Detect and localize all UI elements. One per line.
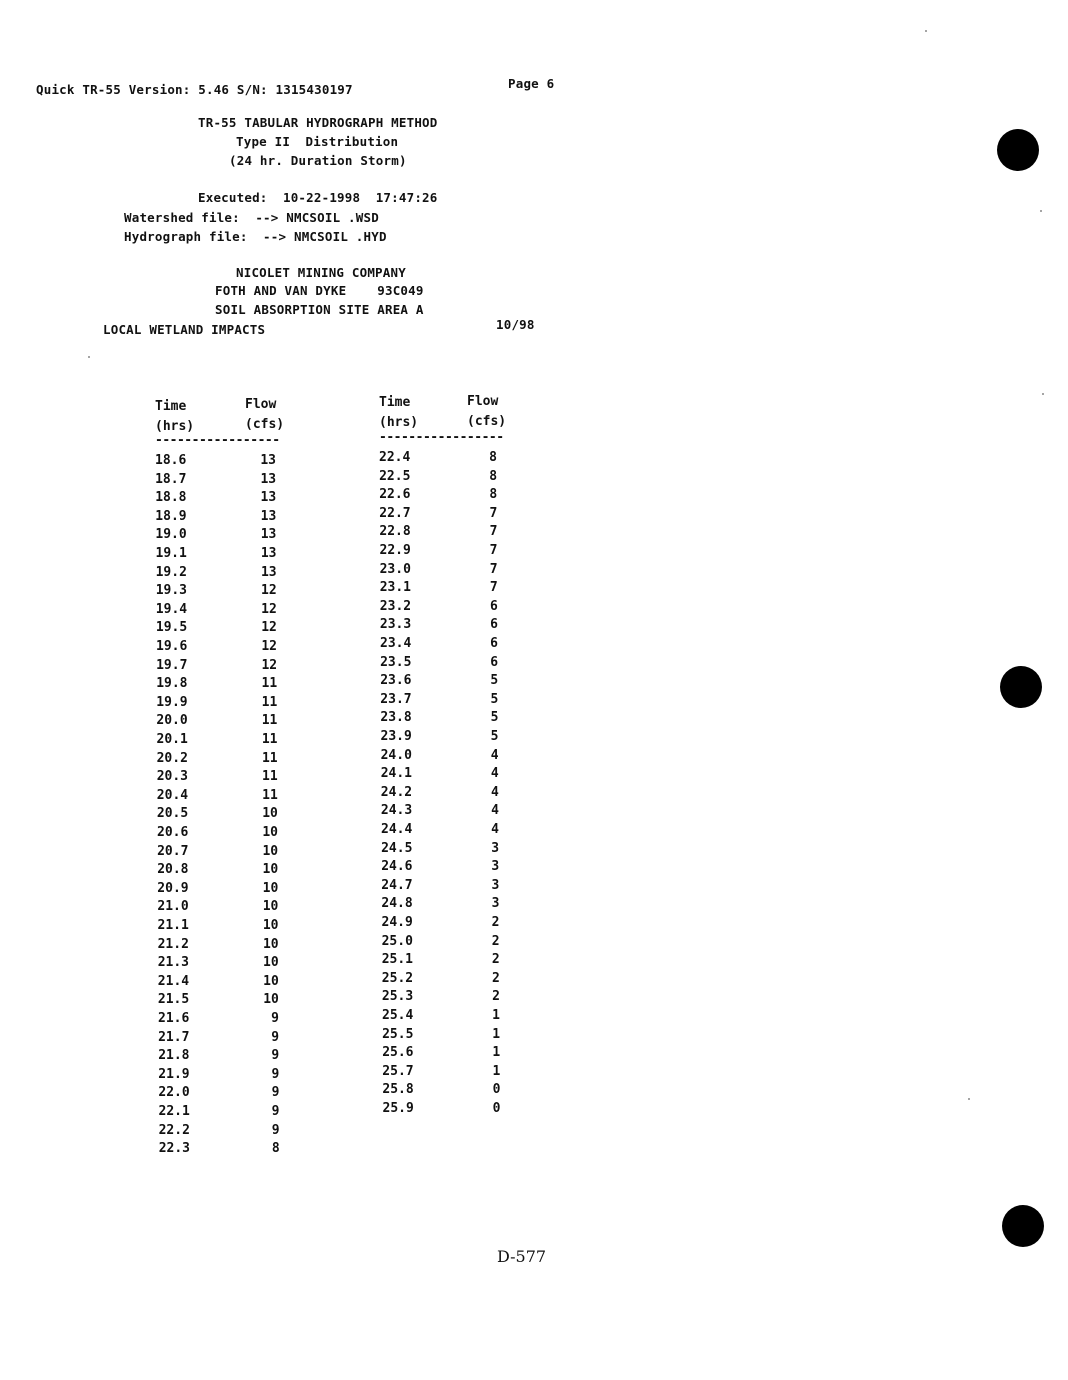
- time-value: 20.0: [156, 713, 188, 729]
- flow-value: 5: [490, 691, 499, 707]
- flow-value: 13: [260, 490, 277, 506]
- watershed-file: Watershed file: --> NMCSOIL .WSD: [124, 210, 379, 225]
- time-value: 25.4: [382, 1008, 414, 1023]
- flow-value: 4: [490, 747, 499, 763]
- left-time-label: Time: [155, 399, 187, 414]
- time-value: 22.6: [379, 487, 411, 503]
- time-value: 19.3: [155, 583, 187, 599]
- flow-value: 4: [491, 822, 499, 837]
- flow-value: 9: [271, 1122, 280, 1138]
- storm-duration: (24 hr. Duration Storm): [229, 153, 407, 168]
- impacts-line: LOCAL WETLAND IMPACTS: [103, 322, 266, 337]
- table-row: [157, 751, 278, 770]
- table-row: [382, 1027, 500, 1046]
- time-value: 23.7: [380, 691, 412, 707]
- table-row: [157, 788, 278, 807]
- flow-value: 10: [262, 862, 279, 878]
- time-value: 23.8: [380, 710, 412, 726]
- left-separator: -----------------: [155, 433, 280, 448]
- document-page-id: D-577: [497, 1247, 547, 1266]
- right-flow-header: [467, 394, 506, 429]
- time-value: 23.9: [380, 729, 412, 744]
- flow-value: 11: [262, 769, 278, 785]
- right-flow-unit: (cfs): [467, 414, 507, 429]
- table-row: [382, 1064, 500, 1083]
- table-row: [382, 1008, 500, 1027]
- table-row: [380, 710, 498, 729]
- table-row: [157, 881, 278, 900]
- table-row: [158, 992, 279, 1011]
- flow-value: 5: [490, 673, 499, 689]
- time-value: 24.1: [380, 766, 412, 782]
- flow-value: 1: [492, 1045, 501, 1061]
- flow-value: 6: [490, 617, 498, 633]
- scan-speck: [925, 30, 927, 32]
- time-value: 22.3: [158, 1141, 190, 1157]
- table-row: [382, 971, 500, 990]
- time-value: 21.9: [158, 1066, 190, 1082]
- time-value: 23.3: [379, 617, 412, 633]
- flow-value: 10: [262, 806, 278, 822]
- flow-value: 0: [492, 1101, 501, 1116]
- table-row: [380, 562, 498, 581]
- right-time-label: Time: [379, 395, 411, 410]
- time-value: 25.7: [382, 1063, 414, 1079]
- table-row: [156, 658, 277, 677]
- time-value: 23.6: [380, 673, 412, 689]
- left-time-unit: (hrs): [155, 419, 195, 434]
- time-value: 19.7: [156, 657, 188, 673]
- time-value: 20.9: [157, 880, 189, 896]
- table-row: [158, 955, 279, 974]
- table-row: [158, 918, 279, 937]
- table-row: [158, 1067, 279, 1086]
- time-value: 18.9: [155, 508, 187, 524]
- table-row: [156, 546, 277, 565]
- table-row: [380, 673, 498, 692]
- table-row: [157, 844, 278, 863]
- flow-value: 10: [262, 899, 279, 915]
- flow-value: 9: [271, 1085, 280, 1101]
- table-row: [381, 878, 499, 897]
- time-value: 25.8: [382, 1082, 414, 1098]
- table-row: [381, 785, 499, 804]
- time-value: 25.3: [381, 989, 414, 1005]
- time-value: 19.6: [156, 639, 188, 654]
- time-value: 24.9: [381, 915, 413, 930]
- flow-value: 13: [260, 546, 277, 561]
- flow-value: 3: [491, 877, 500, 893]
- table-row: [156, 583, 277, 602]
- table-row: [382, 1045, 500, 1064]
- flow-value: 7: [489, 580, 498, 596]
- punch-hole: [997, 129, 1039, 171]
- hydrograph-file: Hydrograph file: --> NMCSOIL .HYD: [124, 229, 387, 244]
- flow-value: 9: [271, 1048, 280, 1064]
- project-date: 10/98: [496, 317, 535, 332]
- time-value: 24.6: [381, 859, 413, 875]
- flow-value: 5: [490, 729, 499, 744]
- time-value: 24.5: [381, 840, 413, 856]
- method-title: TR-55 TABULAR HYDROGRAPH METHOD: [198, 115, 438, 130]
- time-value: 20.8: [157, 862, 189, 878]
- flow-value: 7: [489, 561, 498, 577]
- time-value: 22.2: [158, 1122, 190, 1138]
- time-value: 19.5: [155, 620, 188, 636]
- table-row: [155, 490, 276, 509]
- flow-value: 8: [271, 1141, 280, 1157]
- distribution-title: Type II Distribution: [236, 134, 399, 149]
- left-flow-label: Flow: [245, 397, 277, 412]
- flow-value: 4: [490, 766, 499, 782]
- time-value: 18.7: [155, 471, 187, 487]
- flow-value: 2: [491, 952, 500, 968]
- scan-speck: [1040, 210, 1042, 212]
- time-value: 20.4: [156, 787, 189, 803]
- flow-value: 2: [491, 915, 500, 930]
- time-value: 20.2: [156, 750, 188, 766]
- table-row: [157, 899, 278, 918]
- time-value: 24.4: [381, 822, 413, 837]
- flow-value: 11: [261, 694, 278, 710]
- time-value: 19.8: [156, 676, 188, 692]
- flow-value: 13: [260, 564, 277, 580]
- right-separator: -----------------: [379, 430, 504, 445]
- flow-value: 2: [491, 933, 500, 949]
- punch-hole: [1000, 666, 1042, 708]
- time-value: 23.5: [380, 654, 412, 670]
- scan-speck: [968, 1098, 970, 1100]
- flow-value: 0: [492, 1082, 501, 1098]
- flow-value: 13: [260, 453, 276, 468]
- time-value: 24.8: [381, 896, 413, 912]
- table-row: [155, 453, 276, 472]
- flow-value: 12: [261, 639, 277, 654]
- table-row: [158, 1011, 279, 1030]
- table-row: [382, 934, 500, 953]
- left-time-header: [155, 399, 194, 434]
- flow-value: 3: [491, 859, 500, 875]
- table-row: [157, 769, 278, 788]
- flow-value: 11: [261, 713, 278, 729]
- time-value: 22.9: [379, 543, 411, 558]
- table-row: [158, 974, 279, 993]
- table-row: [381, 822, 499, 841]
- table-row: [381, 841, 499, 860]
- time-value: 24.7: [381, 877, 413, 893]
- flow-value: 8: [489, 450, 497, 465]
- time-value: 18.8: [155, 490, 187, 506]
- time-value: 19.2: [155, 564, 187, 580]
- flow-value: 2: [492, 989, 500, 1005]
- flow-value: 4: [491, 803, 499, 819]
- time-value: 24.2: [380, 784, 413, 800]
- flow-value: 11: [261, 750, 278, 766]
- flow-value: 10: [262, 936, 279, 952]
- left-flow-unit: (cfs): [245, 417, 285, 432]
- scan-speck: [88, 356, 90, 358]
- flow-value: 10: [263, 992, 279, 1008]
- flow-value: 9: [271, 1066, 280, 1082]
- time-value: 25.9: [382, 1101, 414, 1116]
- time-value: 21.2: [157, 936, 189, 952]
- table-row: [158, 1085, 279, 1104]
- table-row: [155, 472, 276, 491]
- flow-value: 8: [489, 468, 498, 484]
- flow-value: 3: [491, 840, 500, 856]
- flow-value: 12: [261, 601, 277, 617]
- table-row: [159, 1104, 280, 1123]
- table-row: [157, 806, 278, 825]
- flow-value: 10: [262, 843, 279, 859]
- table-row: [383, 1101, 501, 1120]
- time-value: 19.1: [155, 546, 187, 561]
- table-row: [158, 1030, 279, 1049]
- flow-value: 6: [489, 598, 498, 614]
- punch-hole: [1002, 1205, 1044, 1247]
- table-row: [382, 952, 500, 971]
- flow-value: 10: [262, 825, 278, 840]
- table-row: [381, 766, 499, 785]
- table-row: [381, 748, 499, 767]
- time-value: 22.0: [158, 1085, 190, 1101]
- table-row: [158, 937, 279, 956]
- time-value: 24.3: [380, 803, 413, 819]
- consultant-line: FOTH AND VAN DYKE 93C049: [215, 283, 424, 298]
- time-value: 23.1: [379, 580, 411, 596]
- table-row: [382, 989, 500, 1008]
- flow-value: 12: [261, 620, 277, 636]
- table-row: [379, 487, 497, 506]
- flow-value: 2: [491, 970, 500, 986]
- time-value: 21.1: [157, 918, 189, 933]
- flow-value: 12: [261, 657, 278, 673]
- table-row: [381, 803, 499, 822]
- table-row: [380, 636, 498, 655]
- table-row: [158, 1048, 279, 1067]
- time-value: 25.1: [381, 952, 413, 968]
- time-value: 20.1: [156, 732, 188, 747]
- table-row: [159, 1141, 280, 1160]
- table-row: [156, 602, 277, 621]
- time-value: 22.4: [379, 450, 411, 465]
- flow-value: 13: [260, 471, 277, 487]
- table-row: [157, 862, 278, 881]
- table-row: [379, 524, 497, 543]
- flow-value: 10: [263, 973, 279, 989]
- flow-value: 9: [271, 1104, 280, 1119]
- time-value: 21.7: [158, 1029, 190, 1045]
- flow-value: 5: [490, 710, 499, 726]
- time-value: 22.5: [379, 468, 411, 484]
- time-value: 20.7: [157, 843, 189, 859]
- flow-value: 6: [490, 636, 498, 651]
- time-value: 21.8: [158, 1048, 190, 1064]
- flow-value: 9: [271, 1011, 279, 1026]
- table-row: [156, 565, 277, 584]
- scan-speck: [1042, 393, 1044, 395]
- table-row: [156, 695, 277, 714]
- table-row: [156, 713, 277, 732]
- table-row: [382, 915, 500, 934]
- program-header: Quick TR-55 Version: 5.46 S/N: 1315430197: [36, 82, 353, 97]
- flow-value: 11: [262, 787, 278, 803]
- time-value: 25.2: [381, 970, 414, 986]
- flow-value: 3: [491, 896, 500, 912]
- time-value: 23.0: [379, 561, 411, 577]
- flow-value: 7: [489, 505, 498, 521]
- flow-value: 11: [261, 676, 278, 692]
- flow-value: 4: [490, 784, 499, 800]
- time-value: 23.4: [380, 636, 412, 651]
- time-value: 20.5: [156, 806, 189, 822]
- site-line: SOIL ABSORPTION SITE AREA A: [215, 302, 424, 317]
- time-value: 18.6: [155, 453, 187, 468]
- flow-value: 1: [492, 1026, 501, 1042]
- table-row: [155, 527, 276, 546]
- time-value: 22.8: [379, 524, 411, 540]
- flow-value: 7: [489, 543, 498, 558]
- executed-timestamp: Executed: 10-22-1998 17:47:26: [198, 190, 438, 205]
- flow-value: 1: [492, 1063, 501, 1079]
- time-value: 21.4: [157, 973, 190, 989]
- left-flow-header: [245, 397, 284, 432]
- time-value: 21.6: [158, 1011, 190, 1026]
- time-value: 23.2: [379, 598, 412, 614]
- table-row: [155, 509, 276, 528]
- table-row: [380, 692, 498, 711]
- flow-value: 9: [271, 1029, 280, 1045]
- time-value: 22.7: [379, 505, 411, 521]
- time-value: 21.0: [157, 899, 189, 915]
- page-number: Page 6: [508, 76, 555, 91]
- flow-value: 13: [260, 527, 277, 543]
- table-row: [380, 580, 498, 599]
- table-row: [380, 655, 498, 674]
- flow-value: 10: [262, 918, 279, 933]
- time-value: 24.0: [380, 747, 412, 763]
- table-row: [159, 1123, 280, 1142]
- table-row: [382, 1082, 500, 1101]
- table-row: [157, 732, 278, 751]
- flow-value: 1: [492, 1008, 500, 1023]
- table-row: [380, 543, 498, 562]
- flow-value: 7: [489, 524, 498, 540]
- time-value: 20.6: [157, 825, 189, 840]
- table-row: [379, 450, 497, 469]
- time-value: 25.0: [381, 933, 413, 949]
- time-value: 21.5: [157, 992, 190, 1008]
- flow-value: 11: [261, 732, 278, 747]
- table-row: [379, 469, 497, 488]
- table-row: [156, 676, 277, 695]
- time-value: 19.0: [155, 527, 187, 543]
- time-value: 21.3: [157, 955, 189, 971]
- time-value: 19.9: [156, 694, 188, 710]
- table-row: [381, 859, 499, 878]
- table-row: [157, 825, 278, 844]
- table-row: [156, 620, 277, 639]
- time-value: 25.6: [382, 1045, 414, 1061]
- flow-value: 10: [262, 880, 279, 896]
- right-flow-label: Flow: [467, 394, 499, 409]
- time-value: 19.4: [155, 601, 188, 617]
- table-row: [380, 617, 498, 636]
- time-value: 20.3: [156, 769, 188, 785]
- right-time-unit: (hrs): [379, 415, 419, 430]
- company-name: NICOLET MINING COMPANY: [236, 265, 406, 280]
- table-row: [380, 599, 498, 618]
- table-row: [156, 639, 277, 658]
- flow-value: 13: [260, 508, 277, 524]
- flow-value: 10: [263, 955, 279, 971]
- time-value: 22.1: [158, 1104, 190, 1119]
- flow-value: 12: [261, 583, 277, 599]
- time-value: 25.5: [382, 1026, 414, 1042]
- flow-value: 8: [489, 487, 498, 503]
- table-row: [381, 896, 499, 915]
- right-time-header: [379, 395, 418, 430]
- table-row: [379, 506, 497, 525]
- table-row: [381, 729, 499, 748]
- flow-value: 6: [490, 654, 499, 670]
